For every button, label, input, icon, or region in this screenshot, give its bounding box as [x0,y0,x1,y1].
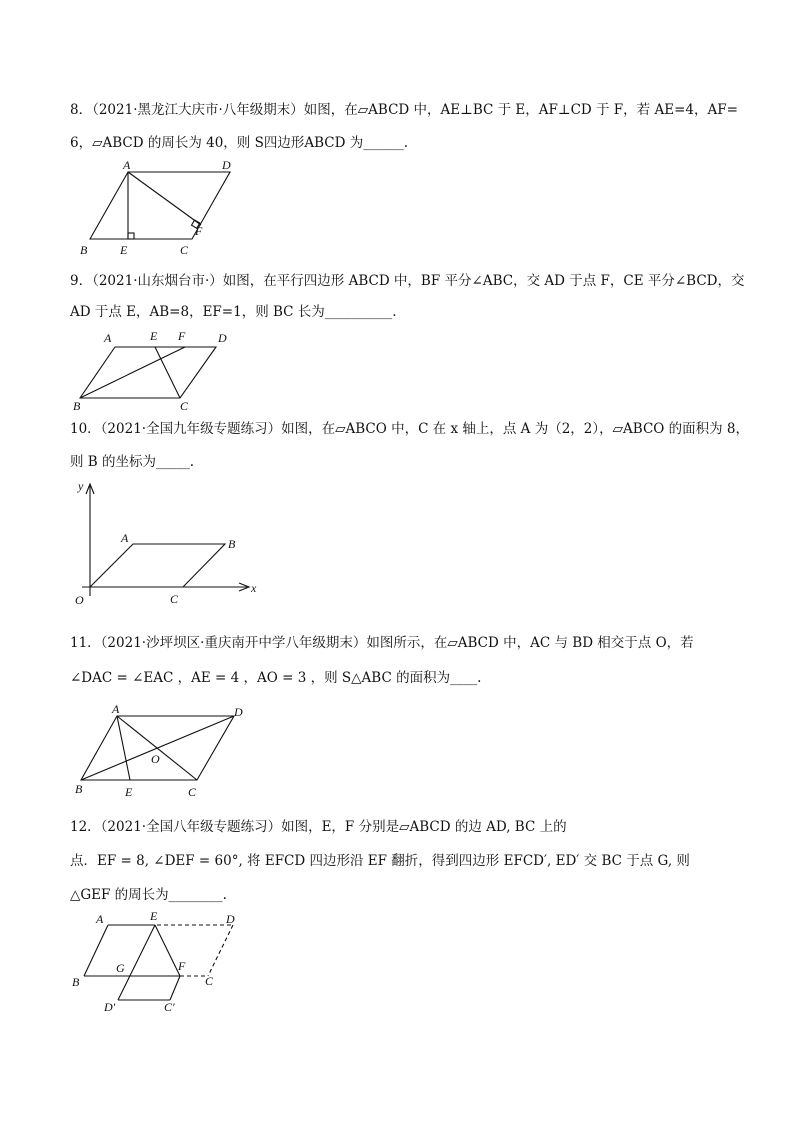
figure-9-parallelogram [70,328,250,414]
label-b: B [228,537,236,551]
problem-9-line-1: 9．（2021·山东烟台市·）如图，在平行四边形 ABCD 中，BF 平分∠ABC，交 AD 于点 F，CE 平分∠BCD，交 [70,273,745,289]
label-c: C [170,592,179,606]
problem-10-line-1: 10．（2021·全国九年级专题练习）如图，在▱ABCO 中，C 在 x 轴上，点 A 为（2，2），▱ABCO 的面积为 8， [70,421,750,437]
label-c: C [180,399,189,413]
label-a: A [96,912,104,926]
label-b: B [80,243,88,257]
label-d: D [222,158,231,172]
figure-12-folded-parallelogram [68,908,248,1018]
segment-ae [117,716,130,780]
problem-12-line-2: 点．EF = 8, ∠DEF = 60°, 将 EFCD 四边形沿 EF 翻折，得到四边形 EFCD′, ED′ 交 BC 于点 G, 则 [70,853,690,869]
segment-fc-prime [170,976,180,1000]
label-c: C [205,974,214,988]
figure-10-coordinate-plane [70,476,270,612]
label-o: O [75,593,84,607]
label-d-prime: D′ [104,1000,116,1014]
label-f: F [178,959,186,973]
label-d: D [234,705,243,719]
parallelogram-abco [90,544,225,587]
label-e: E [150,909,158,923]
problem-11-line-1: 11．（2021·沙坪坝区·重庆南开中学八年级期末）如图所示，在▱ABCD 中，AC 与 BD 相交于点 O，若 [70,635,694,651]
label-a: A [104,331,112,345]
label-e: E [120,243,128,257]
label-y: y [78,479,84,493]
label-f: F [178,329,186,343]
label-c: C [188,785,197,799]
figure-8-parallelogram [70,160,250,260]
label-a: A [121,531,129,545]
parallelogram-abcd [90,172,230,239]
label-b: B [73,399,81,413]
label-c-prime: C′ [164,1000,175,1014]
label-a: A [123,158,131,172]
label-e: E [125,785,133,799]
label-x: x [251,581,257,595]
figure-11-parallelogram [70,700,255,800]
label-d: D [226,912,235,926]
segment-ce [155,347,180,398]
label-a: A [112,702,120,716]
problem-8-line-2: 6，▱ABCD 的周长为 40，则 S四边形ABCD 为______. [70,135,409,151]
label-o: O [151,752,160,766]
segment-bd [81,716,234,780]
right-angle-mark-e [128,233,134,239]
problem-11-line-2: ∠DAC = ∠EAC ，AE = 4 ，AO = 3 ，则 S△ABC 的面积为____. [70,670,482,686]
label-d: D [218,331,227,345]
segment-dc-dashed [208,925,233,976]
label-c: C [180,243,189,257]
segment-bf [80,347,185,398]
segment-af [128,172,201,225]
problem-9-line-2: AD 于点 E，AB=8，EF=1，则 BC 长为__________. [70,304,397,320]
segment-ef [155,925,180,976]
problem-12-line-3: △GEF 的周长为________. [70,887,227,903]
label-e: E [150,329,158,343]
segment-ab [84,925,108,976]
label-b: B [72,975,80,989]
problem-8-line-1: 8．（2021·黑龙江大庆市·八年级期末）如图，在▱ABCD 中，AE⊥BC 于 E，AF⊥CD 于 F，若 AE=4，AF= [70,102,738,118]
label-g: G [116,961,125,975]
label-f: F [195,224,203,238]
label-b: B [75,782,83,796]
parallelogram-abcd [80,347,216,398]
problem-10-line-2: 则 B 的坐标为_____. [70,454,195,470]
problem-12-line-1: 12．（2021·全国八年级专题练习）如图，E，F 分别是▱ABCD 的边 AD, BC 上的 [70,819,567,835]
